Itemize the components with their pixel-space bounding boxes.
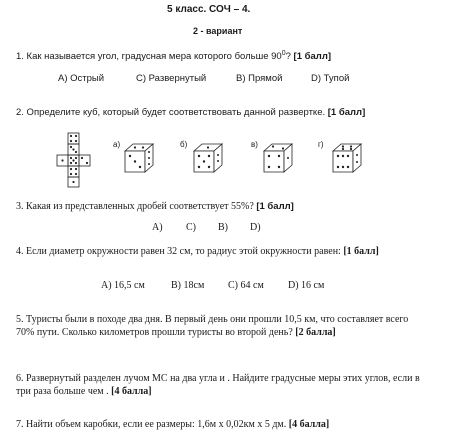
q1-option-d: D) Тупой <box>311 73 350 84</box>
degree-superscript: 0 <box>281 50 286 57</box>
q3-option-c: С) <box>186 222 196 233</box>
question-7 <box>16 418 329 431</box>
q4-option-a: А) 16,5 см <box>101 280 145 291</box>
question-1 <box>16 47 331 63</box>
question-2 <box>16 106 365 119</box>
q4-option-b: В) 18см <box>171 280 205 291</box>
cube-d-icon <box>331 142 363 174</box>
cube-b-icon <box>192 142 224 174</box>
question-3-text: 3. Какая из представленных дробей соответствует 55%? <box>16 201 254 212</box>
cube-c-label: в) <box>251 140 258 149</box>
question-2-points: [1 балл] <box>327 107 366 118</box>
question-5 <box>16 313 416 339</box>
q3-option-b: В) <box>218 222 228 233</box>
question-3 <box>16 200 294 213</box>
question-7-points: [4 балла] <box>288 419 330 430</box>
variant-label: 2 - вариант <box>193 26 243 36</box>
question-4-points: [1 балл] <box>343 246 379 257</box>
question-1-points: [1 балл] <box>293 51 332 63</box>
q1-option-c: С) Развернутый <box>136 73 207 84</box>
question-4-text: 4. Если диаметр окружности равен 32 см, то радиус этой окружности равен: <box>16 246 341 257</box>
q1-option-b: В) Прямой <box>236 73 283 84</box>
cube-b-label: б) <box>180 140 188 149</box>
question-1-text: 1. Как называется угол, градусная мера которого больше 90 <box>16 51 282 63</box>
cube-net-diagram <box>52 132 102 188</box>
q3-option-d: D) <box>250 222 261 233</box>
question-2-text: 2. Определите куб, который будет соответствовать данной развертке. <box>16 107 326 118</box>
question-6 <box>16 372 432 398</box>
question-5-points: [2 балла] <box>295 327 336 338</box>
question-3-points: [1 балл] <box>256 201 294 212</box>
q1-option-a: А) Острый <box>58 73 105 84</box>
cube-a-icon <box>123 142 155 174</box>
question-1-mark: ? <box>285 51 291 63</box>
question-6-points: [4 балла] <box>111 386 152 397</box>
worksheet-title: 5 класс. СОЧ – 4. <box>167 4 251 15</box>
cube-a-label: а) <box>113 140 121 149</box>
question-6-text: 6. Развернутый разделен лучом МС на два угла и . Найдите градусные меры этих углов, если в три раза больше чем . <box>16 373 420 397</box>
q4-option-d: D) 16 см <box>288 280 325 291</box>
cube-c-icon <box>262 142 294 174</box>
question-7-text: 7. Найти объем каробки, если ее размеры: 1,6м х 0,02км х 5 дм. <box>16 419 287 430</box>
q3-option-a: А) <box>152 222 163 233</box>
cube-d-label: г) <box>318 140 324 149</box>
question-4 <box>16 245 432 258</box>
question-5-text: 5. Туристы были в походе два дня. В первый день они прошли 10,5 км, что составляет всего 70% пути. Сколько километров прошли туристы во второй день? <box>16 314 409 338</box>
q4-option-c: С) 64 см <box>228 280 264 291</box>
